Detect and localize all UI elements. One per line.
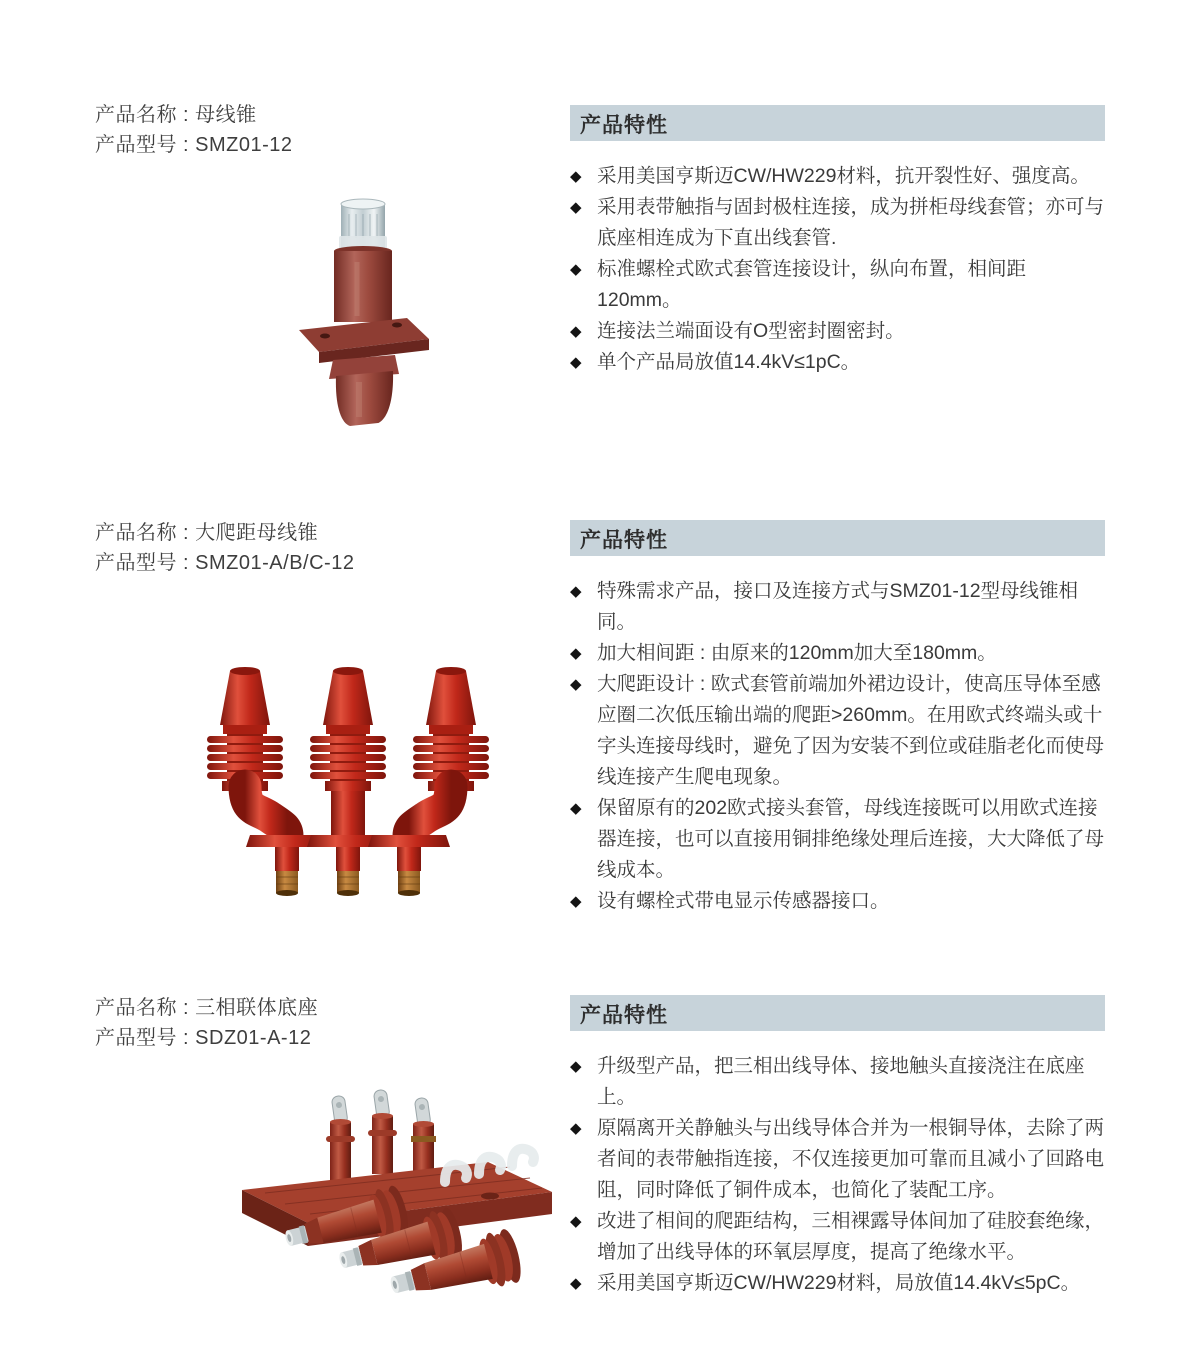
feature-text: 连接法兰端面设有O型密封圈密封。 [597,320,905,342]
feature-panel [570,520,1105,917]
feature-panel [570,105,1105,378]
features-list [570,576,1105,917]
feature-text: 大爬距设计 : 欧式套管前端加外裙边设计，使高压导体至感应圈二次低压输出端的爬距>260mm。在用欧式终端头或十字头连接母线时，避免了因为安装不到位或硅脂老化而使母线连接产生爬电现象。 [597,673,1105,788]
feature-text: 加大相间距 : 由原来的120mm加大至180mm。 [597,642,997,664]
product-name-value: 三相联体底座 [195,997,319,1019]
feature-item [570,576,1105,638]
feature-text: 特殊需求产品，接口及连接方式与SMZ01-12型母线锥相同。 [597,580,1079,633]
feature-item [570,316,1105,347]
label-separator: : [177,552,196,574]
product-model-value: SMZ01-A/B/C-12 [195,552,355,574]
feature-item [570,669,1105,793]
feature-text: 原隔离开关静触头与出线导体合并为一根铜导体，去除了两者间的表带触指连接，不仅连接更加可靠而且减小了回路电阻，同时降低了铜件成本，也简化了装配工序。 [597,1117,1105,1201]
diamond-bullet-icon: ◆ [570,583,582,600]
diamond-bullet-icon: ◆ [570,354,582,371]
feature-text: 采用美国亨斯迈CW/HW229材料，抗开裂性好、强度高。 [597,165,1090,187]
busbar-cone-illustration [283,192,443,428]
large-creepage-cones-illustration [183,658,513,900]
features-header: 产品特性 [570,520,1105,556]
bushing-middle-straight [307,667,389,896]
product-model-label: 产品型号 [95,1027,177,1049]
diamond-bullet-icon: ◆ [570,323,582,340]
product-model-value: SDZ01-A-12 [195,1027,312,1049]
product-name-label: 产品名称 [95,997,177,1019]
product-photo-three-phase-base [190,1080,575,1315]
label-separator: : [177,134,196,156]
product-model-line [95,130,293,160]
label-separator: : [177,522,196,544]
feature-item [570,1206,1105,1268]
diamond-bullet-icon: ◆ [570,893,582,910]
bushing-left-elbow [207,667,328,896]
product-model-value: SMZ01-12 [195,134,293,156]
product-photo-busbar-cone [283,192,443,428]
feature-text: 升级型产品，把三相出线导体、接地触头直接浇注在底座上。 [597,1055,1085,1108]
product-name-line [95,100,293,130]
feature-text: 设有螺栓式带电显示传感器接口。 [597,890,890,912]
features-header: 产品特性 [570,995,1105,1031]
features-header: 产品特性 [570,105,1105,141]
product-model-line [95,1023,318,1053]
diamond-bullet-icon: ◆ [570,676,582,693]
features-list [570,1051,1105,1299]
product-model-label: 产品型号 [95,552,177,574]
diamond-bullet-icon: ◆ [570,645,582,662]
product-info [95,518,354,578]
feature-panel [570,995,1105,1299]
diamond-bullet-icon: ◆ [570,261,582,278]
diamond-bullet-icon: ◆ [570,168,582,185]
feature-item [570,793,1105,886]
label-separator: : [177,104,196,126]
feature-text: 采用表带触指与固封极柱连接，成为拼柜母线套管；亦可与底座相连成为下直出线套管. [597,196,1105,249]
diamond-bullet-icon: ◆ [570,800,582,817]
feature-item [570,1113,1105,1206]
product-name-line [95,518,354,548]
feature-item [570,192,1105,254]
product-model-label: 产品型号 [95,134,177,156]
feature-text: 采用美国亨斯迈CW/HW229材料，局放值14.4kV≤5pC。 [597,1272,1081,1294]
product-name-line [95,993,318,1023]
bushing-right-elbow [368,667,489,896]
feature-item [570,1268,1105,1299]
label-separator: : [177,997,196,1019]
feature-item [570,161,1105,192]
feature-text: 保留原有的202欧式接头套管，母线连接既可以用欧式连接器连接，也可以直接用铜排绝缘处理后连接，大大降低了母线成本。 [597,797,1105,881]
terminal-posts [326,1089,436,1180]
diamond-bullet-icon: ◆ [570,1120,582,1137]
features-list [570,161,1105,378]
product-name-value: 大爬距母线锥 [195,522,319,544]
product-info [95,993,318,1053]
feature-item [570,347,1105,378]
product-name-label: 产品名称 [95,104,177,126]
diamond-bullet-icon: ◆ [570,1275,582,1292]
product-info [95,100,293,160]
product-model-line [95,548,354,578]
feature-text: 标准螺栓式欧式套管连接设计，纵向布置，相间距120mm。 [597,258,1027,311]
feature-text: 改进了相间的爬距结构，三相裸露导体间加了硅胶套绝缘，增加了出线导体的环氧层厚度，提高了绝缘水平。 [597,1210,1105,1263]
feature-text: 单个产品局放值14.4kV≤1pC。 [597,351,861,373]
three-phase-base-illustration [190,1080,575,1315]
product-name-label: 产品名称 [95,522,177,544]
feature-item [570,254,1105,316]
diamond-bullet-icon: ◆ [570,1058,582,1075]
feature-item [570,1051,1105,1113]
label-separator: : [177,1027,196,1049]
diamond-bullet-icon: ◆ [570,1213,582,1230]
feature-item [570,886,1105,917]
product-photo-large-creepage-cones [183,658,513,900]
feature-item [570,638,1105,669]
diamond-bullet-icon: ◆ [570,199,582,216]
product-name-value: 母线锥 [195,104,257,126]
